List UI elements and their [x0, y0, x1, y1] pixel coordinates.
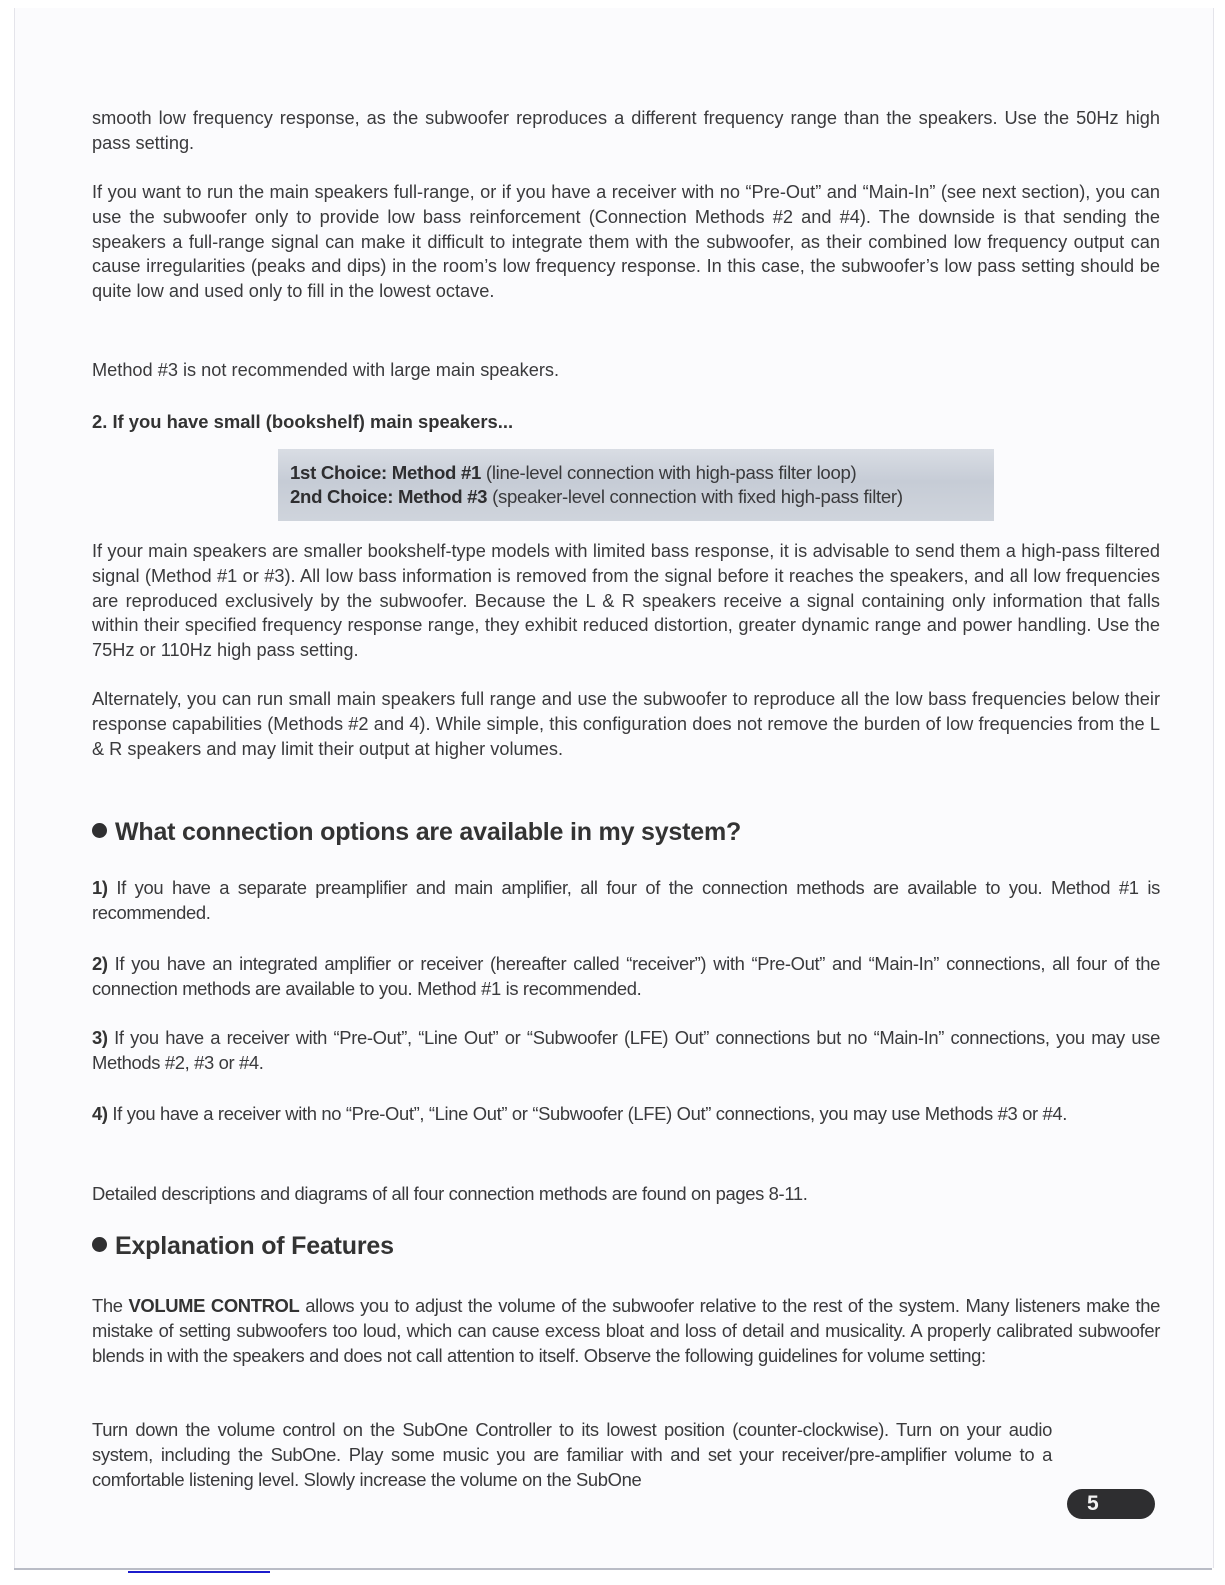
volume-control-label: VOLUME CONTROL [128, 1295, 300, 1316]
connection-option-1 [92, 876, 1160, 926]
scan-artifact-line [128, 1571, 270, 1573]
volume-control-text: allows you to adjust the volume of the subwoofer relative to the rest of the system. Many listeners make the mistake of setting subwoofers too loud, which can cause excess bloat and loss of detail and musicality. A properly calibrated subwoofer blends in with the speakers and does not call attention to itself. Observe the following guidelines for volume setting: [92, 1295, 1160, 1366]
connection-option-3 [92, 1026, 1160, 1076]
intro-paragraph-3: Method #3 is not recommended with large main speakers. [92, 360, 560, 380]
option-number: 4) [92, 1103, 108, 1124]
second-choice-label: 2nd Choice: Method #3 [290, 486, 488, 507]
page-edge-divider [14, 1568, 1212, 1570]
option-number: 2) [92, 953, 108, 974]
features-heading [92, 1232, 394, 1261]
option-number: 1) [92, 877, 108, 898]
first-choice-desc: (line-level connection with high-pass filter loop) [485, 462, 857, 483]
option-text: If you have an integrated amplifier or receiver (hereafter called “receiver”) with “Pre-Out” and “Main-In” connections, all four of the connection methods are available to you. Method #1 is recommended. [92, 953, 1160, 999]
connection-options-heading [92, 818, 741, 847]
option-text: If you have a separate preamplifier and main amplifier, all four of the connection methods are available to you. Method #1 is recommended. [92, 877, 1160, 923]
page-number-badge: 5 [1067, 1489, 1155, 1519]
option-text: If you have a receiver with no “Pre-Out”, “Line Out” or “Subwoofer (LFE) Out” connections, you may use Methods #3 or #4. [107, 1103, 1068, 1124]
volume-setup-paragraph: Turn down the volume control on the SubOne Controller to its lowest position (counter-clockwise). Turn on your audio system, including the SubOne. Play some music you are familiar with and set your receiver/pre-amplifier volume to a comfortable listening level. Slowly increase the volume on the SubOne [92, 1419, 1052, 1490]
first-choice-label: 1st Choice: Method #1 [290, 462, 482, 483]
second-choice-line [290, 485, 994, 509]
intro-paragraph-1: smooth low frequency response, as the subwoofer reproduces a different frequency range than the speakers. Use the 50Hz high pass setting. [92, 108, 1160, 153]
bullet-icon [92, 1237, 107, 1252]
volume-intro-text: The [92, 1295, 123, 1316]
method-choice-box [278, 449, 994, 521]
connection-methods-footer: Detailed descriptions and diagrams of all four connection methods are found on pages 8-11. [92, 1183, 808, 1204]
small-speakers-paragraph-2: Alternately, you can run small main speakers full range and use the subwoofer to reproduce all the low bass frequencies below their response capabilities (Methods #2 and 4). While simple, this configuration does not remove the burden of low frequencies from the L & R speakers and may limit their output at higher volumes. [92, 689, 1160, 759]
connection-options-heading-text: What connection options are available in my system? [115, 818, 742, 846]
volume-control-paragraph [92, 1294, 1160, 1368]
features-heading-text: Explanation of Features [115, 1232, 394, 1260]
small-speakers-heading: 2. If you have small (bookshelf) main speakers... [92, 411, 514, 432]
option-text: If you have a receiver with “Pre-Out”, “Line Out” or “Subwoofer (LFE) Out” connections but no “Main-In” connections, you may use Methods #2, #3 or #4. [92, 1027, 1160, 1073]
connection-option-2 [92, 952, 1160, 1002]
bullet-icon [92, 823, 107, 838]
first-choice-line [290, 461, 994, 485]
second-choice-desc: (speaker-level connection with fixed high-pass filter) [492, 486, 903, 507]
small-speakers-paragraph-1: If your main speakers are smaller bookshelf-type models with limited bass response, it is advisable to send them a high-pass filtered signal (Method #1 or #3). All low bass information is removed from the signal before it reaches the speakers, and all low frequencies are reproduced exclusively by the subwoofer. Because the L & R speakers receive a signal containing only information that falls within their specified frequency response range, they exhibit reduced distortion, greater dynamic range and power handling. Use the 75Hz or 110Hz high pass setting. [92, 541, 1160, 661]
option-number: 3) [92, 1027, 108, 1048]
intro-paragraph-2: If you want to run the main speakers full-range, or if you have a receiver with no “Pre-Out” and “Main-In” (see next section), you can use the subwoofer only to provide low bass reinforcement (Connection Methods #2 and #4). The downside is that sending the speakers a full-range signal can make it difficult to integrate them with the subwoofer, as their combined low frequency output can cause irregularities (peaks and dips) in the room’s low frequency response. In this case, the subwoofer’s low pass setting should be quite low and used only to fill in the lowest octave. [92, 182, 1160, 302]
connection-option-4 [92, 1102, 1160, 1127]
